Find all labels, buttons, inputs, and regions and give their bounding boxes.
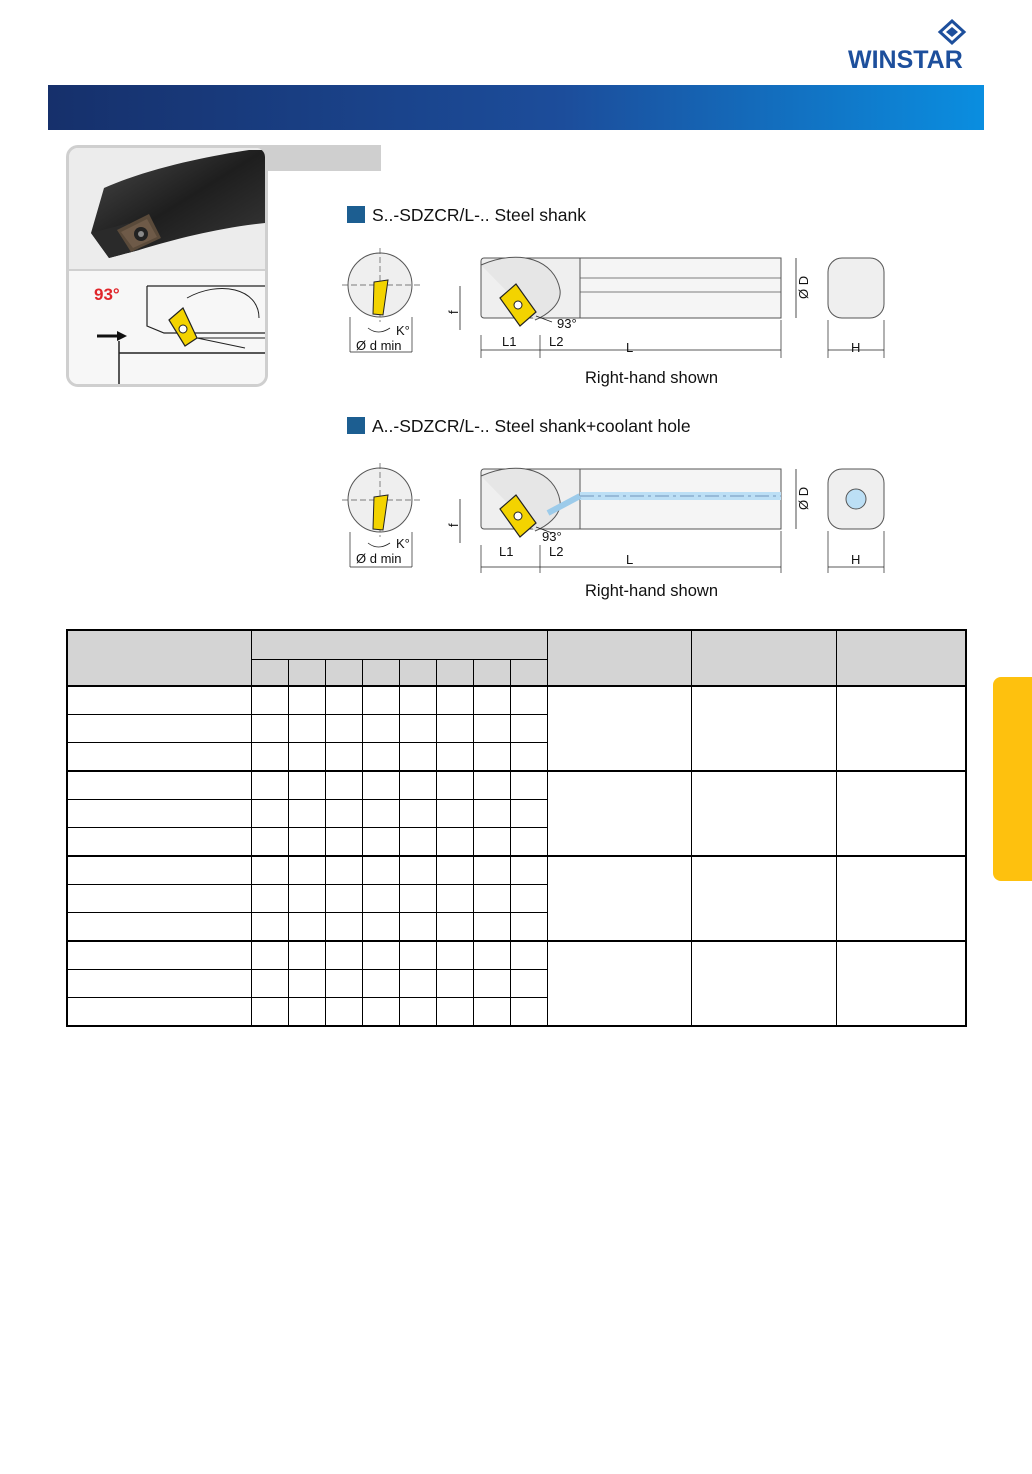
winstar-logo bbox=[848, 18, 988, 76]
coolant-shank-caption: Right-hand shown bbox=[585, 582, 718, 600]
angle-label: 93° bbox=[557, 316, 577, 331]
table-header-cell bbox=[251, 660, 288, 687]
approach-angle-label: 93° bbox=[94, 285, 120, 304]
table-row bbox=[67, 771, 966, 800]
section-title-coolant-shank: A..-SDZCR/L-.. Steel shank+coolant hole bbox=[372, 416, 691, 436]
height-label: H bbox=[851, 340, 861, 355]
table-header-cell bbox=[362, 660, 399, 687]
kappa-label: K° bbox=[396, 323, 410, 338]
height-label: H bbox=[851, 552, 861, 567]
diameter-label: Ø D bbox=[796, 486, 811, 510]
table-header-row bbox=[67, 630, 966, 660]
table-header-cell bbox=[399, 660, 436, 687]
diameter-label: Ø D bbox=[796, 275, 811, 299]
table-header-cell bbox=[288, 660, 325, 687]
table-row bbox=[67, 856, 966, 885]
section-side-tab bbox=[993, 677, 1032, 881]
table-header-cell bbox=[251, 630, 547, 660]
table-row bbox=[67, 686, 966, 715]
table-header-cell bbox=[547, 630, 691, 686]
l2-label: L2 bbox=[549, 334, 564, 349]
boring-bar-photo bbox=[69, 148, 265, 384]
length-label: L bbox=[626, 340, 634, 355]
section-marker-icon bbox=[347, 417, 365, 434]
kappa-label: K° bbox=[396, 536, 410, 551]
dmin-label: Ø d min bbox=[356, 338, 402, 353]
header-banner bbox=[48, 85, 984, 130]
l1-label: L1 bbox=[502, 334, 517, 349]
feed-label: f bbox=[446, 310, 461, 314]
l1-label: L1 bbox=[499, 544, 514, 559]
table-header-cell bbox=[325, 660, 362, 687]
table-header-cell bbox=[67, 630, 251, 686]
feed-label: f bbox=[446, 523, 461, 527]
product-photo-card bbox=[66, 145, 268, 387]
steel-shank-drawing bbox=[330, 240, 900, 370]
card-header-tab bbox=[255, 145, 381, 171]
table-header-cell bbox=[473, 660, 510, 687]
section-marker-icon bbox=[347, 206, 365, 223]
steel-shank-caption: Right-hand shown bbox=[585, 369, 718, 387]
logo-emblem-icon bbox=[848, 18, 988, 48]
specification-table bbox=[66, 629, 967, 1027]
brand-name: WINSTAR bbox=[848, 46, 963, 74]
dmin-label: Ø d min bbox=[356, 551, 402, 566]
l2-label: L2 bbox=[549, 544, 564, 559]
table-row bbox=[67, 941, 966, 970]
length-label: L bbox=[626, 552, 634, 567]
angle-label: 93° bbox=[542, 529, 562, 544]
table-header-cell bbox=[691, 630, 836, 686]
section-title-steel-shank: S..-SDZCR/L-.. Steel shank bbox=[372, 205, 586, 225]
table-header-cell bbox=[836, 630, 966, 686]
coolant-shank-drawing bbox=[330, 455, 900, 585]
table-header-cell bbox=[510, 660, 547, 687]
table-header-cell bbox=[436, 660, 473, 687]
